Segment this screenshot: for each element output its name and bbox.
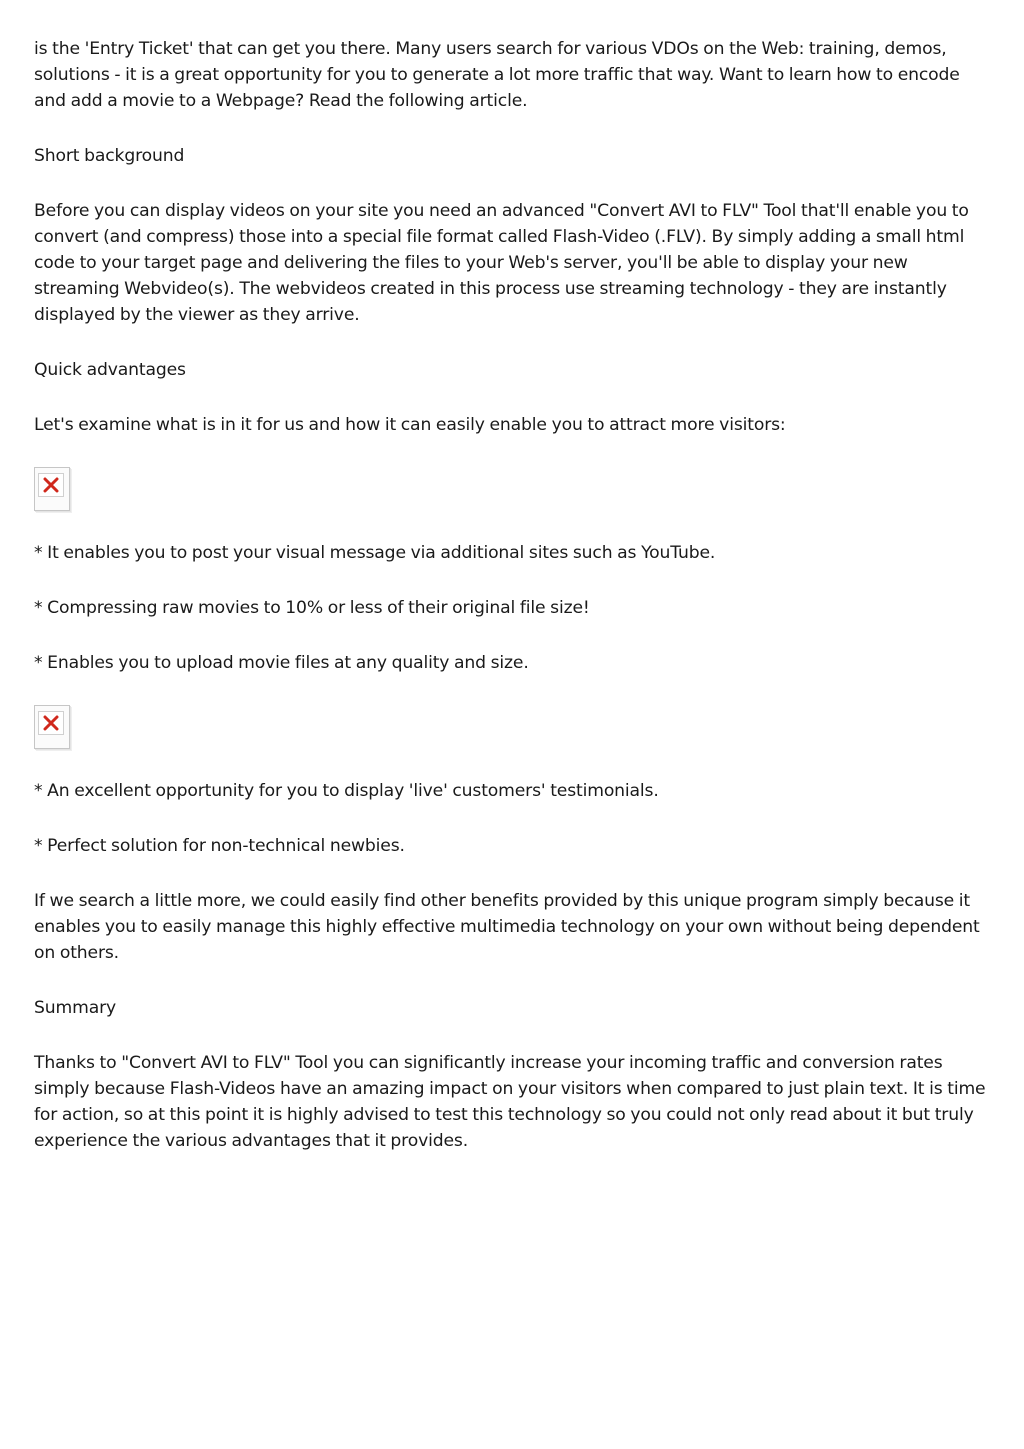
heading-short-background: Short background: [34, 146, 185, 166]
list-item: * An excellent opportunity for you to display 'live' customers' testimonials.: [34, 781, 659, 801]
heading-summary: Summary: [34, 998, 117, 1018]
article-body: [34, 36, 990, 1183]
list-item: * Perfect solution for non-technical newbies.: [34, 836, 405, 856]
list-item: * Compressing raw movies to 10% or less of their original file size!: [34, 598, 590, 618]
list-item: * It enables you to post your visual message via additional sites such as YouTube.: [34, 543, 716, 563]
background-paragraph: Before you can display videos on your site you need an advanced "Convert AVI to FLV" Tool that'll enable you to convert (and compress) those into a special file format called Flash-Video (.FLV). By simply adding a small html code to your target page and delivering the files to your Web's server, you'll be able to display your new streaming Webvideo(s). The webvideos created in this process use streaming technology - they are instantly displayed by the viewer as they arrive.: [34, 201, 969, 325]
red-x-icon: [42, 477, 60, 493]
more-benefits-paragraph: If we search a little more, we could easily find other benefits provided by this unique program simply because it enables you to easily manage this highly effective multimedia technology on your own without being dependent on others.: [34, 891, 980, 963]
red-x-icon: [42, 715, 60, 731]
list-item: * Enables you to upload movie files at any quality and size.: [34, 653, 529, 673]
summary-paragraph: Thanks to "Convert AVI to FLV" Tool you can significantly increase your incoming traffic and conversion rates simply because Flash-Videos have an amazing impact on your visitors when compared to just plain text. It is time for action, so at this point it is highly advised to test this technology so you could not only read about it but truly experience the various advantages that it provides.: [34, 1053, 986, 1151]
broken-image-icon: [34, 467, 70, 511]
broken-image-icon: [34, 705, 70, 749]
intro-paragraph: is the 'Entry Ticket' that can get you there. Many users search for various VDOs on the Web: training, demos, solutions - it is a great opportunity for you to generate a lot more traffic that way. Want to learn how to encode and add a movie to a Webpage? Read the following article.: [34, 39, 960, 111]
heading-quick-advantages: Quick advantages: [34, 360, 186, 380]
advantages-intro-paragraph: Let's examine what is in it for us and how it can easily enable you to attract more visitors:: [34, 415, 786, 435]
